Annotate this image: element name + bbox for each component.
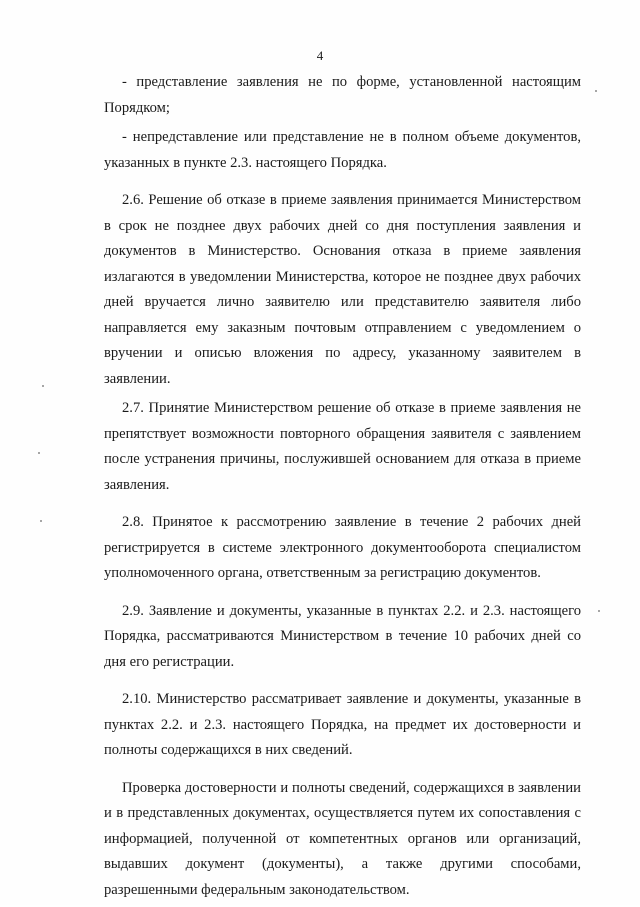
scan-speck [42, 385, 44, 387]
paragraph-section-2-6: 2.6. Решение об отказе в приеме заявления принимается Министерством в срок не позднее двух рабочих дней со дня поступления заявления и документов в Министерство. Основания отказа в приеме заявления излагаются в уведомлении Министерства, которое не позднее двух рабочих дней вручается лично заявителю или представителю заявителя либо направляется ему заказным почтовым отправлением с уведомлением о вручении и описью вложения по адресу, указанному заявителем в заявлении. [104, 192, 581, 387]
scan-speck [595, 90, 597, 92]
paragraph-section-2-8: 2.8. Принятое к рассмотрению заявление в течение 2 рабочих дней регистрируется в системе электронного документооборота специалистом уполномоченного органа, ответственным за регистрацию документов. [104, 514, 581, 581]
document-body [104, 70, 581, 907]
paragraph-verification: Проверка достоверности и полноты сведений, содержащихся в заявлении и в представленных документах, осуществляется путем их сопоставления с информацией, полученной от компетентных органов или организаций, выдавших документ (документы), а также другими способами, разрешенными федеральным законодательством. [104, 779, 581, 898]
paragraph-section-2-10: 2.10. Министерство рассматривает заявление и документы, указанные в пунктах 2.2. и 2.3. настоящего Порядка, на предмет их достоверности и полноты содержащихся в них сведений. [104, 691, 581, 758]
scan-speck [40, 520, 42, 522]
scan-speck [38, 452, 40, 454]
paragraph-section-2-9: 2.9. Заявление и документы, указанные в пунктах 2.2. и 2.3. настоящего Порядка, рассматриваются Министерством в течение 10 рабочих дней со дня его регистрации. [104, 602, 581, 670]
scan-speck [598, 610, 600, 612]
paragraph-item: - непредставление или представление не в полном объеме документов, указанных в пункте 2.3. настоящего Порядка. [104, 129, 581, 171]
paragraph-section-2-7: 2.7. Принятие Министерством решение об отказе в приеме заявления не препятствует возможности повторного обращения заявителя с заявлением после устранения причины, послужившей основанием для отказа в приеме заявления. [104, 400, 581, 493]
page-number: 4 [316, 48, 324, 63]
paragraph-item: - представление заявления не по форме, установленной настоящим Порядком; [104, 74, 581, 116]
